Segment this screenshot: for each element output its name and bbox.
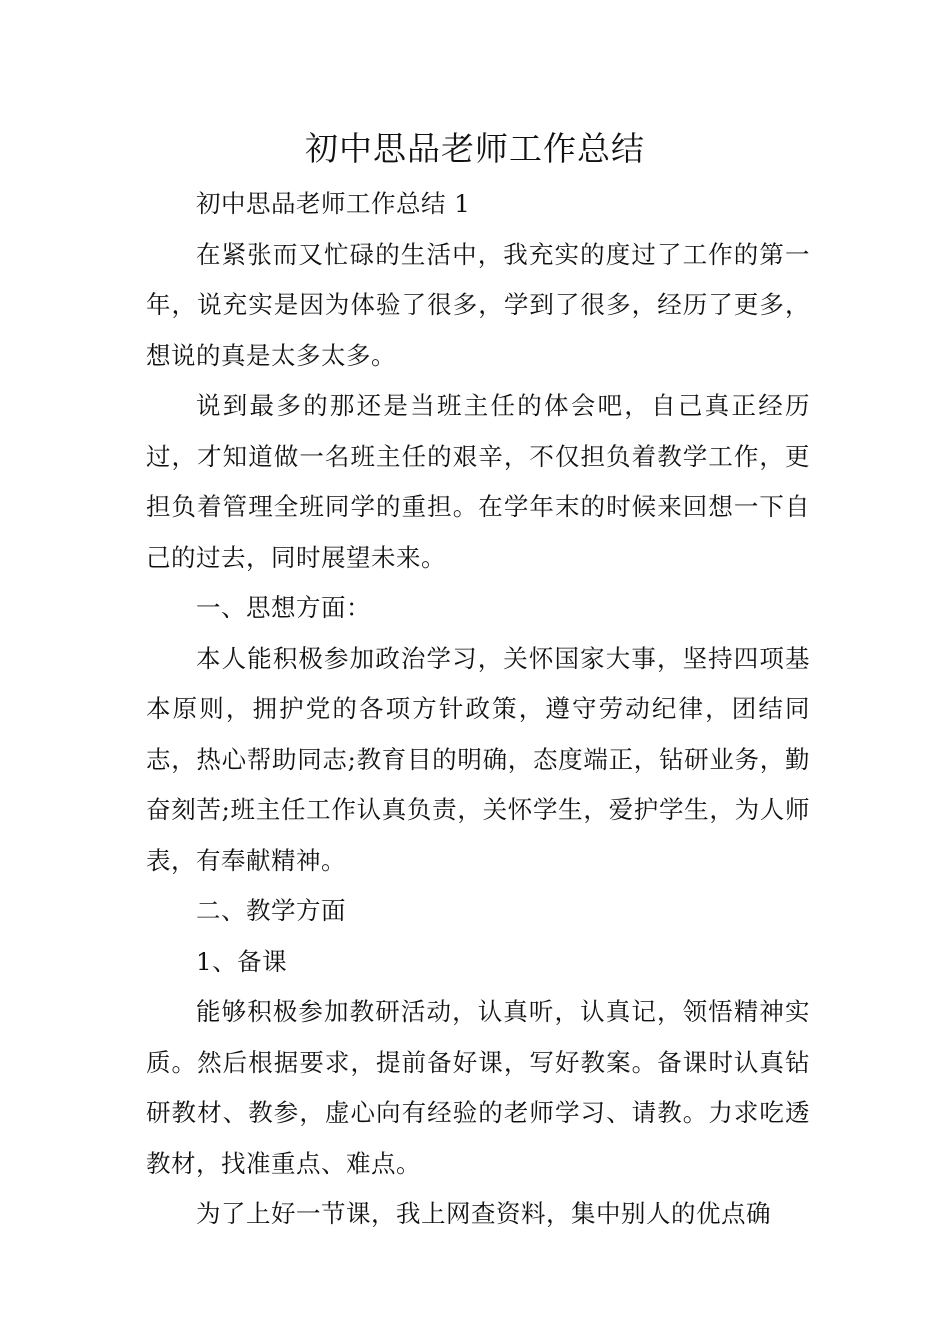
document-title: 初中思品老师工作总结: [305, 129, 645, 168]
body-paragraph: 在紧张而又忙碌的生活中，我充实的度过了工作的第一年，说充实是因为体验了很多，学到了很多，经历了更多，想说的真是太多太多。: [146, 239, 810, 370]
body-paragraph: 说到最多的那还是当班主任的体会吧，自己真正经历过，才知道做一名班主任的艰辛，不仅担负着教学工作，更担负着管理全班同学的重担。在学年末的时候来回想一下自己的过去，同时展望未来。: [146, 391, 810, 572]
body-paragraph: 为了上好一节课，我上网查资料，集中别人的优点确: [196, 1199, 771, 1228]
document-body: [146, 179, 810, 1240]
body-paragraph: 本人能积极参加政治学习，关怀国家大事，坚持四项基本原则，拥护党的各项方针政策，遵守劳动纪律，团结同志，热心帮助同志;教育目的明确，态度端正，钻研业务，勤奋刻苦;班主任工作认真负责，关怀学生，爱护学生，为人师表，有奉献精神。: [146, 643, 810, 875]
subtitle-paragraph: 初中思品老师工作总结 1: [196, 189, 471, 218]
section-heading: 一、思想方面：: [196, 593, 371, 622]
subsection-heading: 1、备课: [196, 946, 288, 976]
body-paragraph: 能够积极参加教研活动，认真听，认真记，领悟精神实质。然后根据要求，提前备好课，写好教案。备课时认真钻研教材、教参，虚心向有经验的老师学习、请教。力求吃透教材，找准重点、难点。: [146, 997, 810, 1178]
section-heading: 二、教学方面: [196, 896, 346, 925]
